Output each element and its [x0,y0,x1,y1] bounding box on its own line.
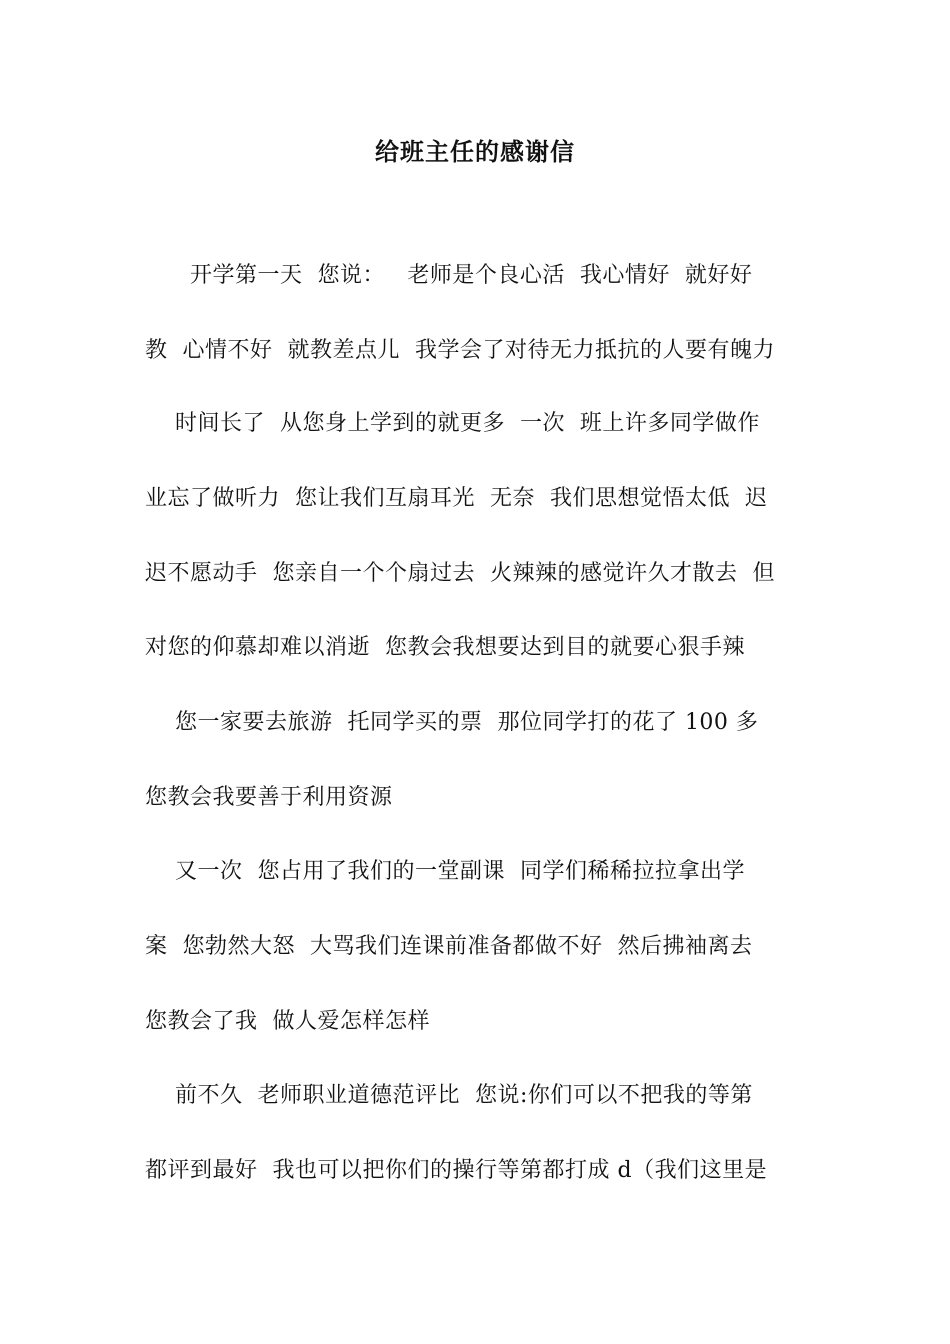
body-line-3: 时间长了 从您身上学到的就更多 一次 班上许多同学做作 [145,411,760,436]
body-line-10: 案 您勃然大怒 大骂我们连课前准备都做不好 然后拂袖离去 [145,934,753,959]
body-line-9: 又一次 您占用了我们的一堂副课 同学们稀稀拉拉拿出学 [145,859,745,884]
body-line-7: 您一家要去旅游 托同学买的票 那位同学打的花了 100 多 [145,710,759,735]
body-line-5: 迟不愿动手 您亲自一个个扇过去 火辣辣的感觉许久才散去 但 [145,561,775,586]
body-line-11: 您教会了我 做人爱怎样怎样 [145,1009,430,1034]
body-line-2: 教 心情不好 就教差点儿 我学会了对待无力抵抗的人要有魄力 [145,338,775,363]
body-line-12: 前不久 老师职业道德范评比 您说:你们可以不把我的等第 [145,1083,753,1108]
body-line-8: 您教会我要善于利用资源 [145,785,393,810]
body-line-6: 对您的仰慕却难以消逝 您教会我想要达到目的就要心狠手辣 [145,635,745,660]
body-line-4: 业忘了做听力 您让我们互扇耳光 无奈 我们思想觉悟太低 迟 [145,486,768,511]
document-title: 给班主任的感谢信 [375,137,575,166]
body-line-13: 都评到最好 我也可以把你们的操行等第都打成 d（我们这里是 [145,1158,768,1183]
body-line-1: 开学第一天 您说： 老师是个良心活 我心情好 就好好 [145,263,753,288]
